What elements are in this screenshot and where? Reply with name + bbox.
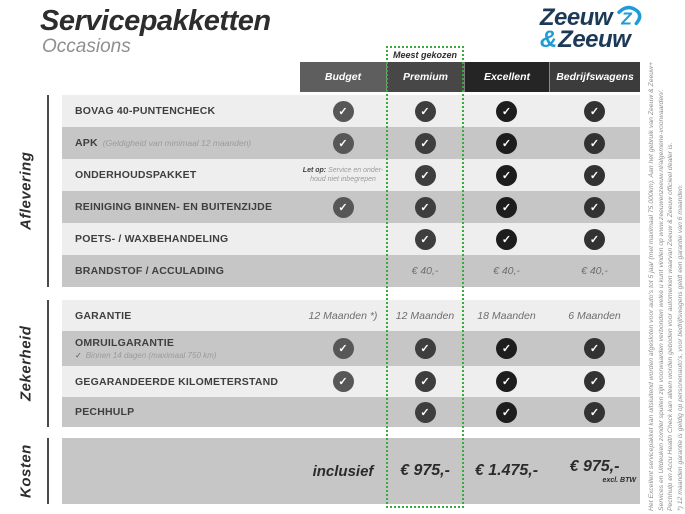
value-cell-bedrijfswagens bbox=[549, 300, 640, 331]
section-bar bbox=[47, 300, 49, 427]
note-lead: Let op: bbox=[302, 166, 327, 174]
feature-label: BOVAG 40-PUNTENCHECK bbox=[75, 105, 216, 117]
table-body bbox=[62, 95, 640, 504]
check-icon: ✓ bbox=[584, 165, 605, 186]
check-icon: ✓ bbox=[496, 197, 517, 218]
value-cell-budget bbox=[300, 255, 386, 287]
value-cell-premium bbox=[386, 331, 464, 366]
table-header-row bbox=[62, 62, 640, 92]
feature-label: PECHHULP bbox=[75, 406, 135, 418]
value-cell-budget bbox=[300, 223, 386, 255]
value-cell-excellent bbox=[464, 159, 549, 191]
check-icon: ✓ bbox=[496, 229, 517, 250]
check-icon: ✓ bbox=[415, 101, 436, 122]
feature-label-cell bbox=[62, 137, 300, 149]
value-cell-premium bbox=[386, 127, 464, 159]
value-cell-bedrijfswagens bbox=[549, 95, 640, 127]
value-cell-budget bbox=[300, 191, 386, 223]
value-cell-premium bbox=[386, 255, 464, 287]
price-value: € 1.475,- bbox=[474, 462, 539, 479]
check-icon: ✓ bbox=[415, 133, 436, 154]
page-title: Servicepakketten bbox=[40, 5, 271, 37]
column-header-premium: Premium bbox=[386, 62, 464, 92]
feature-label-cell bbox=[62, 105, 300, 117]
section-rows-zekerheid bbox=[62, 300, 640, 427]
logo-word1: Zeeuw bbox=[539, 4, 612, 31]
value-cell-premium bbox=[386, 397, 464, 427]
value-cell-bedrijfswagens bbox=[549, 127, 640, 159]
value-cell-premium bbox=[386, 95, 464, 127]
check-icon: ✓ bbox=[333, 133, 354, 154]
check-icon: ✓ bbox=[415, 229, 436, 250]
title-block bbox=[40, 5, 271, 58]
value-cell-excellent bbox=[464, 127, 549, 159]
check-icon: ✓ bbox=[333, 338, 354, 359]
column-header-bedrijfswagens: Bedrijfswagens bbox=[549, 62, 640, 92]
value-cell-excellent bbox=[464, 223, 549, 255]
column-header-excellent: Excellent bbox=[464, 62, 549, 92]
disclaimer-line: Services en Uitdeuken zonder spuiten zijn voorwaarden verbonden welke u kunt vinden op www.zeeuwenzeeuw.nl/algemene-voorwaarden/. bbox=[657, 89, 665, 511]
logo-word2: Zeeuw bbox=[558, 26, 631, 53]
comparison-table bbox=[62, 62, 640, 504]
check-icon: ✓ bbox=[496, 338, 517, 359]
value-cell-budget bbox=[300, 159, 386, 191]
value-cell-budget bbox=[300, 300, 386, 331]
price-subnote: excl. BTW bbox=[602, 477, 636, 484]
feature-subline: ✓ Binnen 14 dagen (maximaal 750 km) bbox=[75, 351, 217, 360]
value-text: 6 Maanden bbox=[568, 309, 621, 322]
check-icon: ✓ bbox=[496, 402, 517, 423]
check-icon: ✓ bbox=[584, 133, 605, 154]
price-value: € 975,- bbox=[400, 462, 450, 479]
section-label-kosten: Kosten bbox=[17, 444, 35, 498]
value-cell-premium bbox=[386, 223, 464, 255]
zeeuw-zeeuw-logo bbox=[540, 6, 643, 52]
price-value: € 975,- bbox=[569, 458, 620, 475]
check-icon: ✓ bbox=[496, 133, 517, 154]
feature-label-cell bbox=[62, 201, 300, 213]
value-cell-excellent bbox=[464, 300, 549, 331]
feature-row bbox=[62, 331, 640, 366]
value-text: € 40,- bbox=[493, 265, 520, 277]
inclusief-label: inclusief bbox=[312, 462, 374, 480]
section-label-zekerheid: Zekerheid bbox=[17, 325, 35, 402]
feature-label: BRANDSTOF / ACCULADING bbox=[75, 265, 225, 277]
check-icon: ✓ bbox=[415, 197, 436, 218]
value-cell-budget bbox=[300, 127, 386, 159]
feature-row bbox=[62, 159, 640, 191]
most-chosen-badge: Meest gekozen bbox=[392, 50, 458, 60]
value-cell-bedrijfswagens bbox=[549, 397, 640, 427]
feature-label-cell bbox=[62, 233, 300, 245]
cost-cell-excellent bbox=[464, 438, 549, 504]
feature-label: GEGARANDEERDE KILOMETERSTAND bbox=[75, 375, 279, 388]
value-cell-bedrijfswagens bbox=[549, 331, 640, 366]
check-icon: ✓ bbox=[333, 371, 354, 392]
feature-row bbox=[62, 127, 640, 159]
check-icon: ✓ bbox=[584, 197, 605, 218]
value-text: 18 Maanden bbox=[477, 309, 536, 322]
value-text: € 40,- bbox=[411, 265, 439, 277]
disclaimer-line: Het Excellent servicepakket kan uitsluitend worden afgesloten voor auto's tot 5 jaar (met maximaal 75.000km). Aan het gebruik van Zeeuw & Zeeuw+ bbox=[648, 62, 655, 511]
feature-label: REINIGING BINNEN- EN BUITENZIJDE bbox=[75, 201, 273, 213]
svg-text:Z: Z bbox=[621, 8, 632, 29]
feature-label-cell bbox=[62, 265, 300, 277]
value-cell-excellent bbox=[464, 366, 549, 397]
note-text: Let op: Service en onder- houd niet inbegrepen bbox=[302, 166, 384, 183]
feature-sublabel: (Geldigheid van minimaal 12 maanden) bbox=[102, 138, 252, 148]
value-cell-budget bbox=[300, 366, 386, 397]
check-icon: ✓ bbox=[496, 371, 517, 392]
section-label-aflevering: Aflevering bbox=[17, 151, 35, 231]
feature-label-cell bbox=[62, 376, 300, 388]
value-cell-bedrijfswagens bbox=[549, 255, 640, 287]
header-spacer bbox=[62, 62, 300, 92]
check-icon: ✓ bbox=[584, 371, 605, 392]
value-text: 12 Maanden *) bbox=[308, 309, 378, 322]
feature-label: POETS- / WAXBEHANDELING bbox=[75, 233, 229, 245]
disclaimer-line: Pechhulp en Accu Health Check kan alleen worden geboden voor automerken waarvan Zeeuw & Zeeuw officieel dealer is. bbox=[667, 142, 675, 511]
check-icon: ✓ bbox=[415, 165, 436, 186]
page-subtitle: Occasions bbox=[42, 36, 131, 57]
feature-label-cell bbox=[62, 406, 300, 418]
costs-row bbox=[62, 438, 640, 504]
section-bar bbox=[47, 438, 49, 504]
value-cell-budget bbox=[300, 95, 386, 127]
value-cell-excellent bbox=[464, 191, 549, 223]
check-icon: ✓ bbox=[415, 338, 436, 359]
feature-label: GARANTIE bbox=[75, 309, 132, 322]
value-cell-excellent bbox=[464, 331, 549, 366]
section-zekerheid bbox=[0, 300, 62, 427]
check-icon: ✓ bbox=[415, 402, 436, 423]
feature-label: ONDERHOUDSPAKKET bbox=[75, 169, 197, 181]
feature-label: APK (Geldigheid van minimaal 12 maanden) bbox=[75, 137, 252, 149]
value-cell-premium bbox=[386, 191, 464, 223]
check-icon: ✓ bbox=[496, 101, 517, 122]
feature-row bbox=[62, 255, 640, 287]
section-aflevering bbox=[0, 95, 62, 287]
logo-ampersand: & bbox=[539, 26, 558, 53]
value-cell-budget bbox=[300, 331, 386, 366]
feature-row bbox=[62, 366, 640, 397]
value-cell-premium bbox=[386, 366, 464, 397]
feature-label-cell bbox=[62, 337, 300, 360]
check-icon: ✓ bbox=[584, 338, 605, 359]
value-cell-excellent bbox=[464, 255, 549, 287]
disclaimer-text bbox=[647, 11, 685, 511]
check-icon: ✓ bbox=[584, 229, 605, 250]
section-bar bbox=[47, 95, 49, 287]
feature-row bbox=[62, 191, 640, 223]
section-rows-aflevering bbox=[62, 95, 640, 287]
column-header-budget: Budget bbox=[300, 62, 386, 92]
value-cell-bedrijfswagens bbox=[549, 223, 640, 255]
feature-row bbox=[62, 95, 640, 127]
value-cell-premium bbox=[386, 159, 464, 191]
check-icon: ✓ bbox=[333, 197, 354, 218]
feature-label: OMRUILGARANTIE bbox=[75, 337, 175, 349]
feature-row bbox=[62, 397, 640, 427]
section-kosten bbox=[0, 438, 62, 504]
value-cell-budget bbox=[300, 397, 386, 427]
cost-cell-premium bbox=[386, 438, 464, 504]
value-cell-bedrijfswagens bbox=[549, 366, 640, 397]
value-cell-bedrijfswagens bbox=[549, 159, 640, 191]
small-check-icon: ✓ bbox=[75, 351, 82, 360]
check-icon: ✓ bbox=[496, 165, 517, 186]
check-icon: ✓ bbox=[584, 402, 605, 423]
check-icon: ✓ bbox=[333, 101, 354, 122]
value-cell-bedrijfswagens bbox=[549, 191, 640, 223]
value-text: € 40,- bbox=[581, 265, 608, 277]
cost-cell-budget bbox=[300, 438, 386, 504]
check-icon: ✓ bbox=[415, 371, 436, 392]
feature-label-cell bbox=[62, 169, 300, 181]
feature-row bbox=[62, 300, 640, 331]
value-text: 12 Maanden bbox=[395, 309, 455, 322]
cost-cell-bedrijfswagens bbox=[549, 438, 640, 504]
value-cell-excellent bbox=[464, 95, 549, 127]
check-icon: ✓ bbox=[584, 101, 605, 122]
feature-label-cell bbox=[62, 310, 300, 322]
disclaimer-line: *) 12 maanden garantie is geldig op personenauto's, voor bedrijfswagens geldt een garantie van 6 maanden. bbox=[676, 184, 684, 511]
value-cell-excellent bbox=[464, 397, 549, 427]
feature-row bbox=[62, 223, 640, 255]
value-cell-premium bbox=[386, 300, 464, 331]
